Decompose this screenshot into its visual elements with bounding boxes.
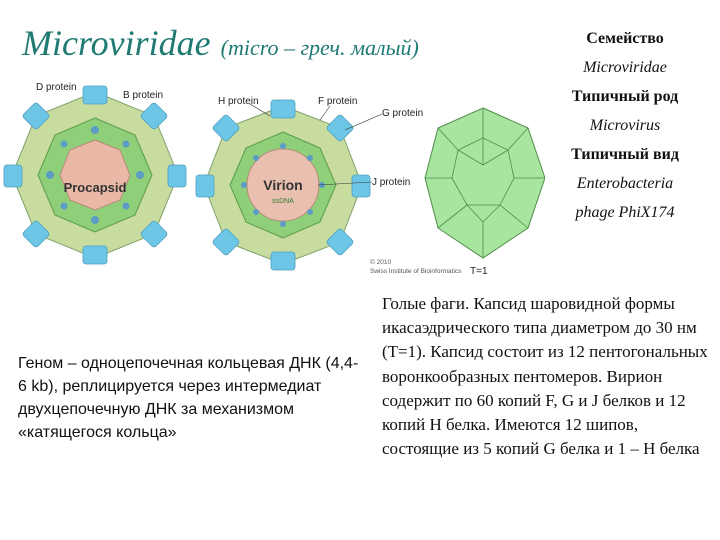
f-protein-label: F protein bbox=[318, 96, 358, 107]
species-name-line1: Enterobacteria bbox=[576, 175, 674, 192]
ssdna-label: ssDNA bbox=[272, 198, 294, 205]
procapsid-label: Procapsid bbox=[63, 180, 127, 195]
b-protein-label: B protein bbox=[123, 90, 164, 101]
virion-label: Virion bbox=[263, 177, 303, 193]
title-subtitle: (micro – греч. малый) bbox=[220, 35, 419, 60]
j-protein-label: J protein bbox=[372, 177, 411, 188]
genus-name: Microvirus bbox=[589, 117, 661, 134]
genome-text: Геном – одноцепочечная кольцевая ДНК (4,4-6 kb), реплицируется через интермедиат двухцепочечную ДНК за механизмом «катящегося кольца» bbox=[18, 355, 359, 441]
family-name: Microviridae bbox=[583, 59, 667, 76]
taxonomy-block bbox=[540, 24, 710, 227]
g-protein-label: G protein bbox=[382, 108, 424, 119]
icosahedron-model bbox=[425, 108, 545, 277]
species-label: Типичный вид bbox=[571, 146, 679, 163]
t-number-label: T=1 bbox=[470, 266, 488, 277]
virion-diagram bbox=[196, 96, 462, 275]
slide-title bbox=[22, 22, 419, 64]
family-label: Семейство bbox=[586, 30, 664, 47]
copyright-org: Swiss Institute of Bioinformatics bbox=[370, 268, 462, 275]
species-name-line2: phage PhiX174 bbox=[575, 204, 675, 221]
title-main: Microviridae bbox=[22, 23, 211, 63]
h-protein-label: H protein bbox=[218, 96, 259, 107]
d-protein-label: D protein bbox=[36, 82, 77, 93]
description-text: Голые фаги. Капсид шаровидной формы икасаэдрического типа диаметром до 30 нм (Т=1). Капсид состоит из 12 пентогональных воронкообразных пентомеров. Вирион содержит по 60 копий F, G и J белков и 12 копий H белка. Имеются 12 шипов, состоящие из 5 копий G белка и 1 – H белка bbox=[382, 294, 708, 459]
copyright-year: © 2010 bbox=[370, 259, 392, 266]
virus-figure bbox=[0, 78, 545, 293]
procapsid-diagram bbox=[4, 82, 186, 264]
genus-label: Типичный род bbox=[571, 88, 679, 105]
